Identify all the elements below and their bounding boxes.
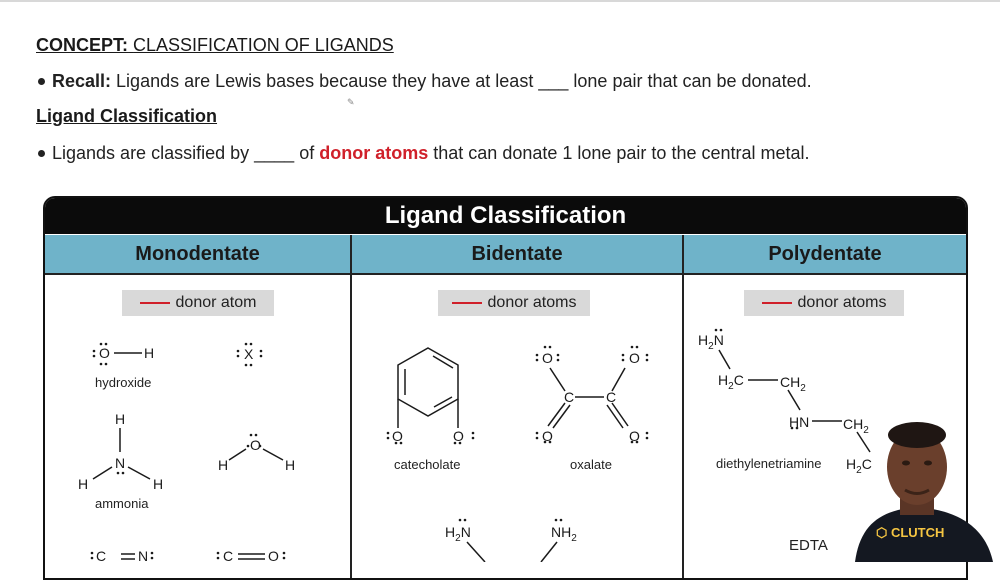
classify-after: that can donate 1 lone pair to the central metal. xyxy=(433,143,810,163)
oxalate-oxygen: O xyxy=(629,350,640,366)
classify-before: Ligands are classified by xyxy=(52,143,250,163)
water-hydrogen: H xyxy=(285,457,296,473)
oxalate-label: oxalate xyxy=(570,457,612,472)
co-carbon: C xyxy=(223,548,234,564)
bond-line xyxy=(434,397,452,407)
dien-label: diethylenetriamine xyxy=(716,456,822,471)
recall-text-before: Ligands are Lewis bases because they have at least xyxy=(116,71,534,91)
recall-label: Recall: xyxy=(52,71,112,91)
classify-highlight: donor atoms xyxy=(319,143,429,163)
catecholate-oxygen: O xyxy=(453,428,464,444)
classify-mid: of xyxy=(299,143,315,163)
subheading: Ligand Classification xyxy=(36,106,218,126)
oxalate-oxygen: O xyxy=(629,428,640,444)
chip-text: donor atoms xyxy=(797,294,887,311)
chip-text: donor atoms xyxy=(487,294,577,311)
column-header-bidentate: Bidentate xyxy=(352,235,682,273)
concept-prefix: CONCEPT: xyxy=(36,35,129,55)
catecholate-oxygen: O xyxy=(392,428,403,444)
column-header-monodentate: Monodentate xyxy=(45,235,350,273)
chip-text: donor atom xyxy=(175,294,257,311)
dien-ch2-mid: $CH_2$ xyxy=(843,416,869,436)
water-oxygen: O xyxy=(250,437,261,453)
bond-line xyxy=(128,467,150,479)
oxalate-oxygen: O xyxy=(542,350,553,366)
recall-text-after: lone pair that can be donated. xyxy=(573,71,812,91)
oxalate-oxygen: O xyxy=(542,428,553,444)
ammonia-hydrogen: H xyxy=(115,411,126,427)
bond-line xyxy=(229,449,246,460)
clutch-logo: ⬡ CLUTCH xyxy=(876,525,945,540)
bond-line xyxy=(612,368,625,391)
bond-line xyxy=(541,542,557,562)
dien-ch2-left: $H_2C$ xyxy=(718,372,744,392)
table-title: Ligand Classification xyxy=(45,198,966,234)
classify-blank: ____ xyxy=(254,143,295,163)
en-amine-right: $NH_2$ xyxy=(551,524,577,544)
oxalate-carbon: C xyxy=(564,389,575,405)
edta-label: EDTA xyxy=(789,537,828,554)
benzene-ring xyxy=(398,348,458,416)
bond-line xyxy=(719,350,730,369)
recall-blank: ___ xyxy=(538,71,569,91)
en-amine-left: $H_2N$ xyxy=(445,524,471,544)
ammonia-hydrogen: H xyxy=(153,476,164,492)
co-oxygen: O xyxy=(268,548,279,564)
hydroxide-hydrogen: H xyxy=(144,345,155,361)
bond-line xyxy=(93,467,112,479)
concept-title: CLASSIFICATION OF LIGANDS xyxy=(133,35,394,55)
ammonia-hydrogen: H xyxy=(78,476,89,492)
column-header-polydentate: Polydentate xyxy=(684,235,966,273)
ammonia-label: ammonia xyxy=(95,496,149,511)
bond-line xyxy=(263,449,283,460)
halide-x: X xyxy=(244,346,254,362)
bond-line xyxy=(433,356,453,368)
oxalate-carbon: C xyxy=(606,389,617,405)
dien-nh: HN xyxy=(789,414,810,430)
dien-ch2-bottom: $H_2C$ xyxy=(846,456,872,476)
cyanide-carbon: C xyxy=(96,548,107,564)
hydroxide-oxygen: O xyxy=(99,345,110,361)
ammonia-nitrogen: N xyxy=(115,455,126,471)
pencil-icon: ✎ xyxy=(347,97,355,107)
water-hydrogen: H xyxy=(218,457,229,473)
dien-amine-top: $H_2N$ xyxy=(698,332,724,352)
dien-ch2-right: $CH_2$ xyxy=(780,374,806,394)
hydroxide-label: hydroxide xyxy=(95,375,152,390)
bond-line xyxy=(550,368,565,391)
bond-line xyxy=(467,542,485,562)
cyanide-nitrogen: N xyxy=(138,548,149,564)
catecholate-label: catecholate xyxy=(394,457,461,472)
